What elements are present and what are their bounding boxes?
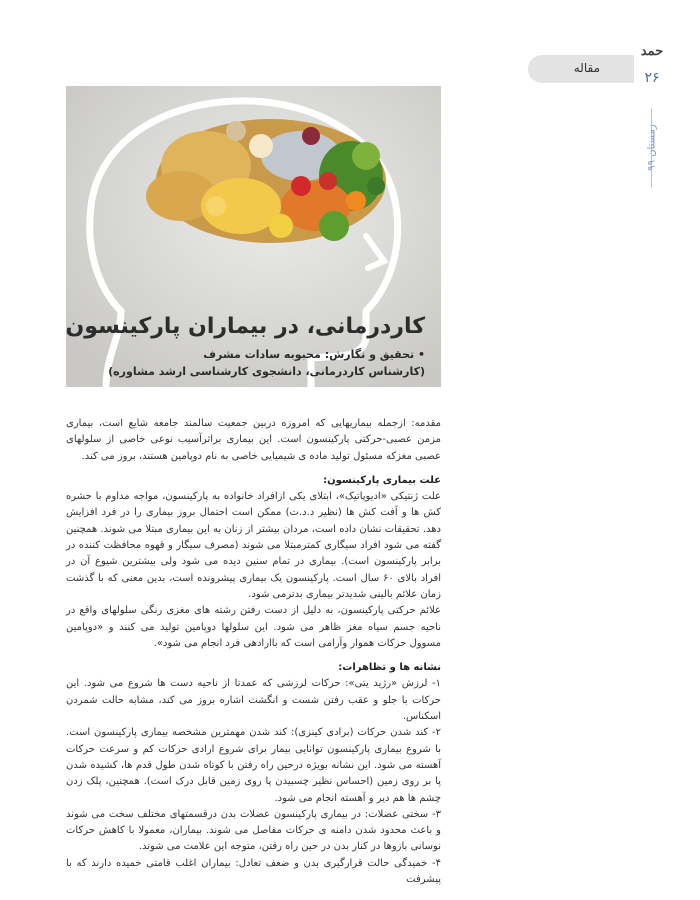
symptom-item: ۲- کند شدن حرکات (برادی کینزی): کند شدن مهمترین مشخصه بیماری پارکینسون است. با شروع بیماری پارکینسون توانایی بیمار برای شروع ارادی حرکات کم و سرعت حرکات آهسته می شود. این نشانه بویژه درحین راه رفتن با کوتاه شدن طول قدم ها، کشیده شدن پا بر روی زمین (احساس نظیر چسبیدن پا روی زمین قابل درک است). همچنین، پلک زدن چشم ها هم دیر و آهسته انجام می شود. — [66, 727, 441, 804]
symptom-item: ۱- لرزش «رژید یتی»: حرکات لرزشی که عمدتا از ناحیه دست ها شروع می شود. این حرکات با جلو و عقب رفتن شست و انگشت اشاره بروز می کند، مشابه حالت شمردن اسکناس. — [66, 678, 441, 723]
cause-heading: علت بیماری پارکینسون: — [323, 474, 441, 486]
hero-image — [66, 86, 441, 387]
article-body — [66, 416, 441, 888]
page-number: ۲۶ — [644, 70, 660, 86]
head-illustration — [66, 86, 441, 387]
article-title: کاردرمانی، در بیماران پارکینسون — [66, 314, 425, 339]
article-author: • تحقیق و نگارش: محبوبه سادات مشرف — [203, 348, 425, 361]
cause-paragraph: علت ژنتیکی «ادیوپاتیک»، ابتلای یکی ازافراد خانواده به پارکینسون، مواجه مداوم با حشره کش ها و آفت کش ها (نظیر د.د.ت) ممکن است احتمال بروز بیماری را در فرد افزایش دهد. تحقیقات نشان داده است، مردان بیشتر از زنان به این بیماری مبتلا می شوند. همچنین گفته می شود افراد سیگاری کمترمبتلا می شوند (مصرف سیگار و قهوه محافظت کننده در برابر پارکینسون است). بیماری در تمام سنین دیده می شود ولی بیشترین شیوع آن در افراد بالای ۶۰ سال است. پارکینسون یک بیماری پیشرونده است، بدین معنی که با گذشت زمان علائم بالینی شدیدتر بیماری بدترمی شود. — [66, 491, 441, 600]
section-tab — [528, 55, 634, 83]
symptom-item: ۳- سختی عضلات: در بیماری پارکینسون عضلات بدن درقسمتهای مختلف سخت می شوند و باعث محدود شدن دامنه ی حرکات مفاصل می شوند. بیماران، معمولا با کاهش حرکات نوسانی بازوها در کنار بدن در حین راه رفتن، متوجه این علامت می شوند. — [66, 808, 441, 853]
intro-paragraph: مقدمه: ازجمله بیماریهایی که امروزه دربین جمعیت سالمند جامعه شایع است، بیماری مزمن عصبی-حرکتی پارکینسون است. این بیماری براثرآسیب نوعی خاصی از سلولهای عصبی مغزکه مسئول تولید ماده ی شیمیایی خاصی به نام دوپامین هستند، بروز می کند. — [66, 418, 441, 462]
author-role: (کارشناس کاردرمانی، دانشجوی کارشناسی ارشد مشاوره) — [108, 365, 425, 378]
cause-paragraph-2: علائم حرکتی پارکینسون، به دلیل از دست رفتن رشته های مغزی رنگی سلولهای واقع در ناحیه جسم سیاه مغز ظاهر می شود. این سلولها دوپامین تولید می کنند و «دوپامین مسوول حرکات هموار وآرامی است که باارادهی فرد انجام می شود». — [66, 605, 441, 649]
page-rail — [637, 40, 667, 200]
section-label: مقاله — [573, 61, 600, 75]
symptoms-heading: نشانه ها و تظاهرات: — [338, 662, 441, 674]
symptom-item: ۴- خمیدگی حالت قرارگیری بدن و ضعف تعادل: بیماران اغلب قامتی خمیده دارند که با پیشرفت — [66, 857, 441, 886]
magazine-logo: حمد — [640, 44, 664, 59]
issue-season: زمستان ۹۹ — [646, 124, 658, 171]
